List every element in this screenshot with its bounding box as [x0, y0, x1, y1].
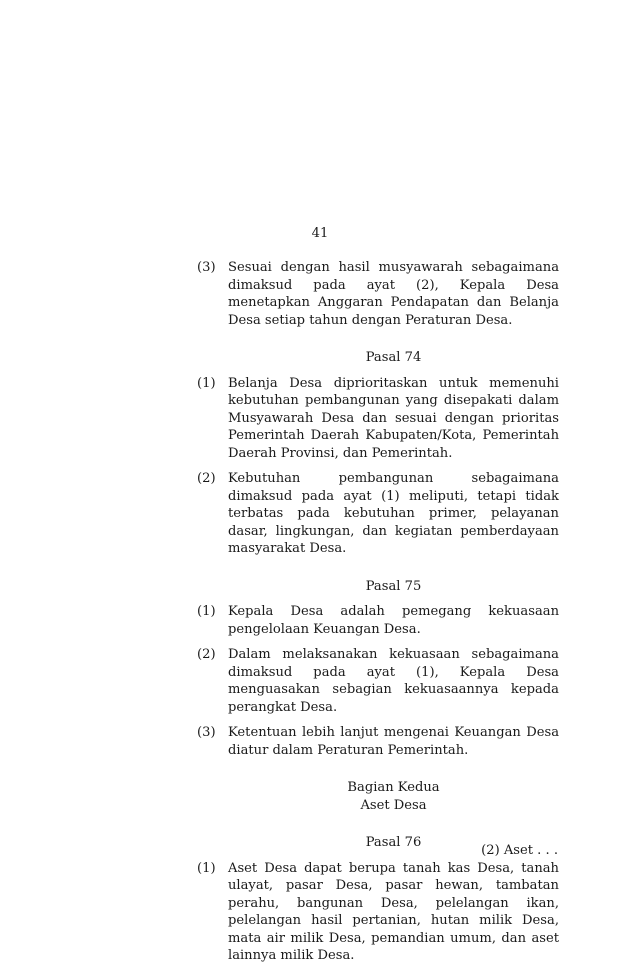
paragraph-item: [197, 470, 559, 558]
page-number: 41: [311, 226, 329, 241]
paragraph-text: Belanja Desa diprioritaskan untuk memenuhi kebutuhan pembangunan yang disepakati dalam Musyawarah Desa dan sesuai dengan prioritas Pemerintah Daerah Kabupaten/Kota, Pemerintah Daerah Provinsi, dan Pemerintah.: [228, 375, 559, 461]
paragraph-item: [197, 375, 559, 463]
paragraph-number: (1): [197, 860, 216, 876]
continuation-marker: (2) Aset . . .: [481, 843, 558, 858]
paragraph-text: Kebutuhan pembangunan sebagaimana dimaksud pada ayat (1) meliputi, tetapi tidak terbatas pada kebutuhan primer, pelayanan dasar, lingkungan, dan kegiatan pemberdayaan masyarakat Desa.: [228, 471, 559, 556]
paragraph-item: [197, 860, 559, 965]
article-heading: Pasal 76: [365, 835, 422, 850]
paragraph-number: (3): [197, 260, 216, 275]
section-heading: Bagian Kedua: [347, 780, 440, 795]
paragraph-number: (2): [197, 647, 216, 662]
paragraph-text: Sesuai dengan hasil musyawarah sebagaimana dimaksud pada ayat (2), Kepala Desa menetapkan Anggaran Pendapatan dan Belanja Desa setiap tahun dengan Peraturan Desa.: [228, 260, 559, 328]
paragraph-item: [197, 259, 559, 329]
paragraph-number: (1): [197, 375, 216, 391]
article-heading: Pasal 74: [365, 350, 422, 365]
paragraph-number: (3): [197, 725, 216, 740]
paragraph-item: [197, 603, 559, 638]
section-title: Aset Desa: [360, 797, 427, 813]
article-heading: Pasal 75: [365, 578, 422, 594]
paragraph-text: Ketentuan lebih lanjut mengenai Keuangan Desa diatur dalam Peraturan Pemerintah.: [228, 725, 559, 758]
paragraph-number: (1): [197, 604, 216, 619]
paragraph-item: [197, 646, 559, 716]
paragraph-text: Kepala Desa adalah pemegang kekuasaan pengelolaan Keuangan Desa.: [228, 604, 559, 637]
paragraph-number: (2): [197, 471, 216, 486]
paragraph-text: Dalam melaksanakan kekuasaan sebagaimana dimaksud pada ayat (1), Kepala Desa menguasakan sebagian kekuasaannya kepada perangkat Desa.: [228, 647, 559, 715]
paragraph-text: Aset Desa dapat berupa tanah kas Desa, tanah ulayat, pasar Desa, pasar hewan, tambatan perahu, bangunan Desa, pelelangan ikan, pelelangan hasil pertanian, hutan milik Desa, mata air milik Desa, pemandian umum, dan aset lainnya milik Desa.: [228, 860, 559, 963]
paragraph-item: [197, 724, 559, 759]
